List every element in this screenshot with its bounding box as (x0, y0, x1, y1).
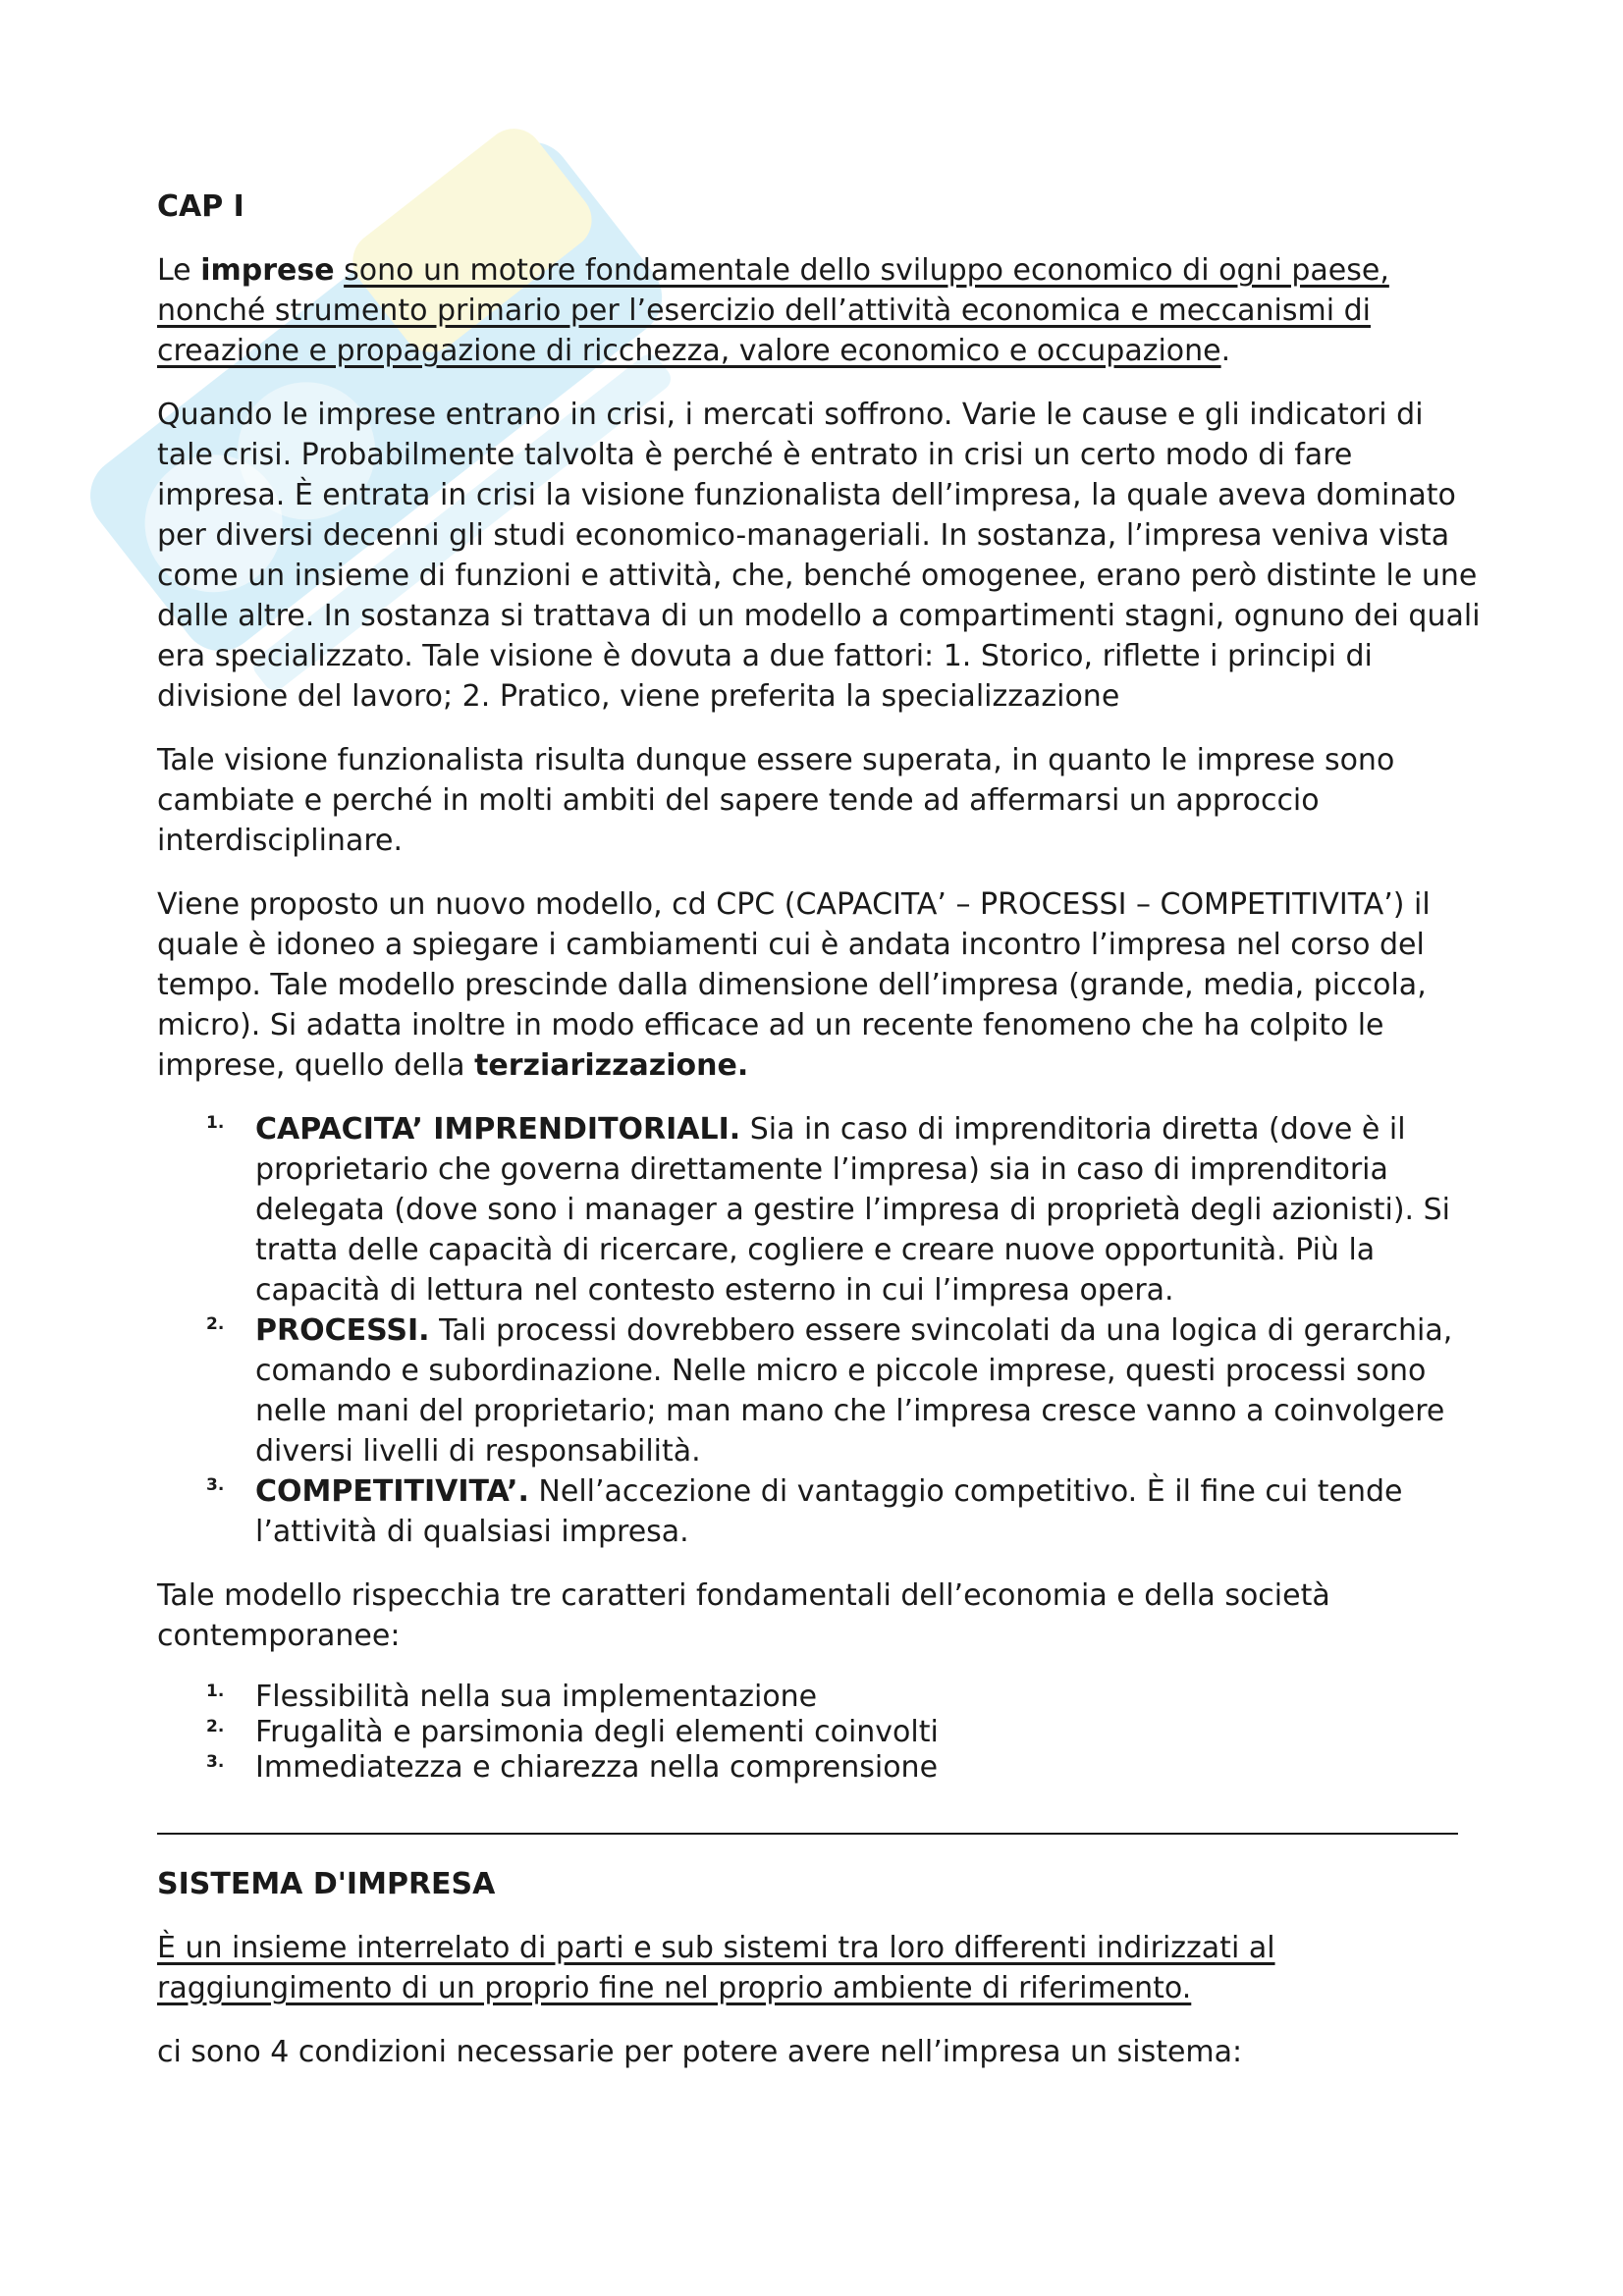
list-number: 1. (206, 1682, 225, 1701)
list-number: 1. (206, 1113, 225, 1133)
intro-bold: imprese (200, 253, 335, 288)
cpc-list (157, 1109, 1483, 1552)
characteristics-list (157, 1680, 1483, 1786)
list-number: 3. (206, 1475, 225, 1495)
document-page (157, 187, 1483, 2096)
list-item-text: Nell’accezione di vantaggio competitivo. È il fine cui tende l’attività di qualsiasi impresa. (255, 1474, 1403, 1549)
list-item-text: Flessibilità nella sua implementazione (255, 1680, 818, 1714)
intro-pre: Le (157, 253, 201, 288)
chapter-heading: CAP I (157, 189, 244, 224)
cpc-model-paragraph (157, 884, 1483, 1086)
functionalism-paragraph: Tale visione funzionalista risulta dunque essere superata, in quanto le imprese sono cambiate e perché in molti ambiti del sapere tende ad affermarsi un approccio interdisciplinare. (157, 743, 1395, 858)
list-number: 2. (206, 1717, 225, 1736)
list-item (157, 1715, 1483, 1750)
list-item-text: Sia in caso di imprenditoria diretta (dove è il proprietario che governa direttamente l’impresa) sia in caso di imprenditoria delegata (dove sono i manager a gestire l’impresa di proprietà degli azionisti). Si tratta delle capacità di ricercare, cogliere e creare nuove opportunità. Più la capacità di lettura nel contesto esterno in cui l’impresa opera. (255, 1112, 1450, 1308)
horizontal-divider (157, 1833, 1458, 1835)
conditions-paragraph: ci sono 4 condizioni necessarie per potere avere nell’impresa un sistema: (157, 2035, 1243, 2069)
crisis-paragraph: Quando le imprese entrano in crisi, i mercati soffrono. Varie le cause e gli indicatori di tale crisi. Probabilmente talvolta è perché è entrato in crisi un certo modo di fare impresa. È entrata in crisi la visione funzionalista dell’impresa, la quale aveva dominato per diversi decenni gli studi economico-manageriali. In sostanza, l’impresa veniva vista come un insieme di funzioni e attività, che, benché omogenee, erano però distinte le une dalle altre. In sostanza si trattava di un modello a compartimenti stagni, ognuno dei quali era specializzato. Tale visione è dovuta a due fattori: 1. Storico, riflette i principi di divisione del lavoro; 2. Pratico, viene preferita la specializzazione (157, 398, 1481, 714)
cpc-text: Viene proposto un nuovo modello, cd CPC (CAPACITA’ – PROCESSI – COMPETITIVITA’) il quale è idoneo a spiegare i cambiamenti cui è andata incontro l’impresa nel corso del tempo. Tale modello prescinde dalla dimensione dell’impresa (grande, media, piccola, micro). Si adatta inoltre in modo efficace ad un recente fenomeno che ha colpito le imprese, quello della (157, 887, 1431, 1083)
list-item-text: Tali processi dovrebbero essere svincolati da una logica di gerarchia, comando e subordinazione. Nelle micro e piccole imprese, questi processi sono nelle mani del proprietario; man mano che l’impresa cresce vanno a coinvolgere diversi livelli di responsabilità. (255, 1313, 1453, 1468)
cpc-bold: terziarizzazione. (474, 1048, 749, 1083)
intro-space (335, 253, 345, 288)
list-item-text: Frugalità e parsimonia degli elementi coinvolti (255, 1715, 939, 1749)
intro-paragraph (157, 250, 1483, 371)
list-item-title: CAPACITA’ IMPRENDITORIALI. (255, 1112, 741, 1147)
definition-paragraph: È un insieme interrelato di parti e sub sistemi tra loro differenti indirizzati al raggiungimento di un proprio fine nel proprio ambiente di riferimento. (157, 1931, 1275, 2005)
list-number: 2. (206, 1314, 225, 1334)
list-item (157, 1680, 1483, 1715)
intro-end: . (1220, 334, 1231, 368)
list-item (157, 1471, 1483, 1552)
list-item (157, 1750, 1483, 1786)
intro-underlined: sono un motore fondamentale dello sviluppo economico di ogni paese, nonché strumento primario per l’esercizio dell’attività economica e meccanismi di creazione e propagazione di ricchezza, valore economico e occupazione (157, 253, 1389, 368)
characteristics-paragraph: Tale modello rispecchia tre caratteri fondamentali dell’economia e della società contemporanee: (157, 1578, 1330, 1653)
list-item-title: PROCESSI. (255, 1313, 430, 1348)
list-item-text: Immediatezza e chiarezza nella comprensione (255, 1750, 939, 1785)
list-item-title: COMPETITIVITA’. (255, 1474, 529, 1509)
list-number: 3. (206, 1752, 225, 1772)
list-item (157, 1310, 1483, 1471)
list-item (157, 1109, 1483, 1310)
section-heading: SISTEMA D'IMPRESA (157, 1867, 496, 1901)
